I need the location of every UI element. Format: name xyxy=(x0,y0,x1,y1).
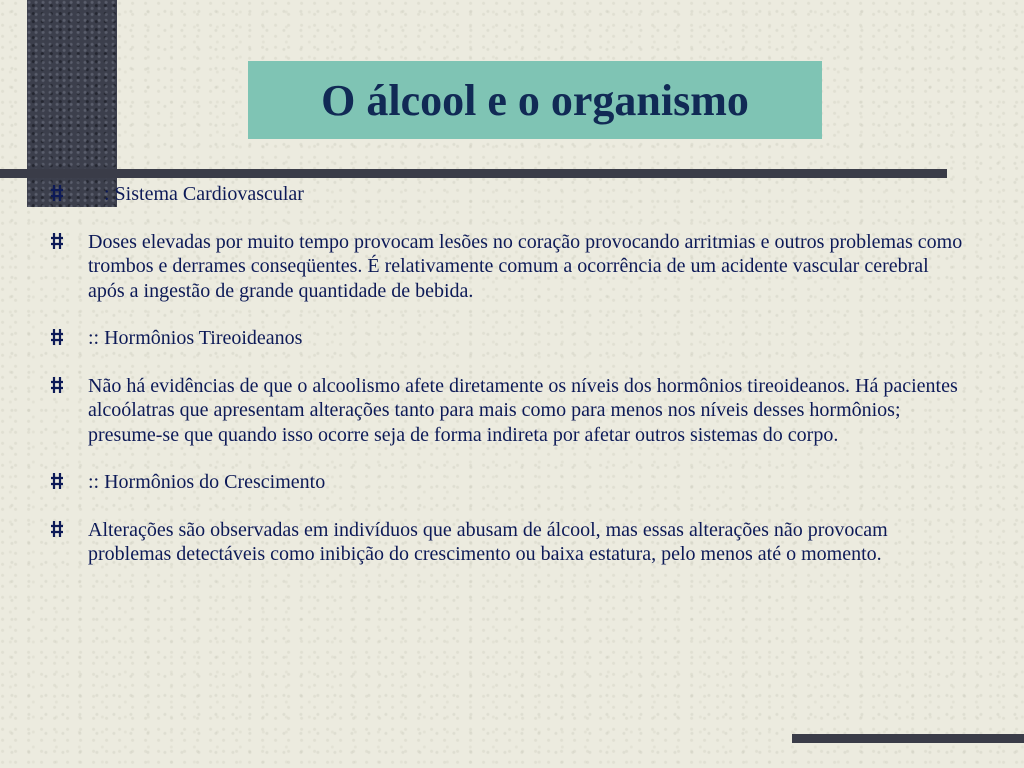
top-horizontal-rule xyxy=(0,169,947,178)
bullet-text: Doses elevadas por muito tempo provocam lesões no coração provocando arritmias e outros problemas como trombos e derrames conseqüentes. É relativamente comum a ocorrência de um acidente vascular cerebral após a ingestão de grande quantidade de bebida. xyxy=(88,230,963,302)
hash-bullet-icon xyxy=(50,520,64,538)
bullet-text: :: Hormônios do Crescimento xyxy=(88,471,326,493)
hash-bullet-icon xyxy=(50,184,64,202)
hash-bullet-icon xyxy=(50,328,64,346)
bullet-item xyxy=(50,374,970,448)
hash-bullet-icon xyxy=(50,376,64,394)
bullet-item xyxy=(50,182,970,207)
bottom-horizontal-rule xyxy=(792,734,1024,743)
title-box xyxy=(248,61,822,139)
hash-bullet-icon xyxy=(50,232,64,250)
bullet-item xyxy=(50,326,970,351)
bullet-text: : Sistema Cardiovascular xyxy=(104,183,304,205)
bullet-text: :: Hormônios Tireoideanos xyxy=(88,327,303,349)
bullet-text: Não há evidências de que o alcoolismo afete diretamente os níveis dos hormônios tireoideanos. Há pacientes alcoólatras que apresentam alterações tanto para mais como para menos nos níveis desses hormônios; presume-se que quando isso ocorre seja de forma indireta por afetar outros sistemas do corpo. xyxy=(88,374,958,446)
hash-bullet-icon xyxy=(50,472,64,490)
bullet-item xyxy=(50,518,970,567)
slide-title: O álcool e o organismo xyxy=(321,75,749,125)
bullet-item xyxy=(50,470,970,495)
bullet-text: Alterações são observadas em indivíduos que abusam de álcool, mas essas alterações não provocam problemas detectáveis como inibição do crescimento ou baixa estatura, pelo menos até o momento. xyxy=(88,518,888,565)
bullet-list xyxy=(50,182,970,590)
bullet-item xyxy=(50,230,970,304)
